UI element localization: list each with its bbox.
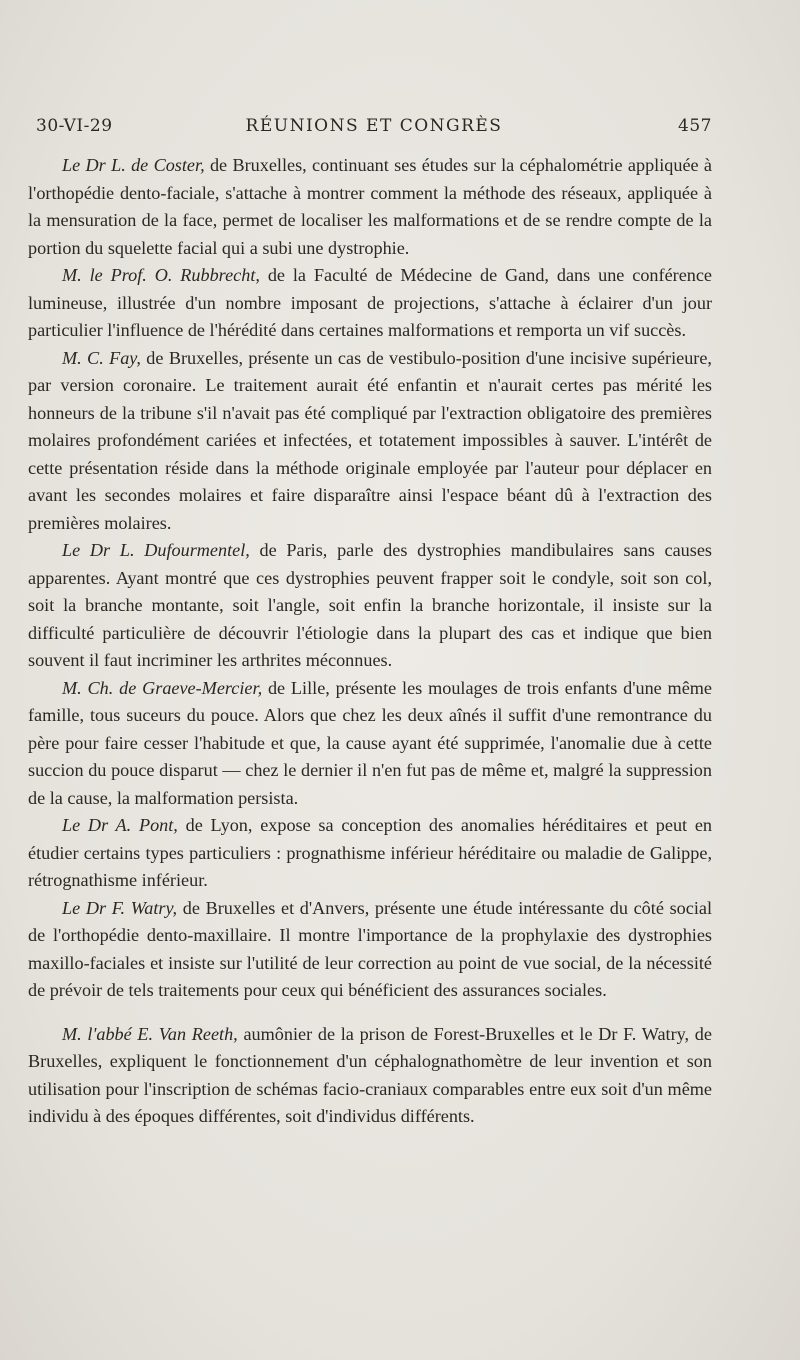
paragraph-text: aumônier de la prison de Forest-Bruxelles et le Dr F. Watry, de Bruxelles, expliquent le fonctionnement d'un céphalognathomètre de leur invention et son utilisation pour l'inscription de schémas facio-craniaux comparables entre eux soit d'un même individu à des époques différentes, soit d'individus différents. xyxy=(28,1023,712,1126)
speaker-name: M. Ch. de Graeve-Mercier, xyxy=(62,677,263,698)
paragraph-de-coster xyxy=(28,152,712,262)
paragraph-van-reeth xyxy=(28,1021,712,1131)
paragraph-text: de Bruxelles, continuant ses études sur la céphalométrie appliquée à l'orthopédie dento-faciale, s'attache à montrer comment la méthode des réseaux, appliquée à la mensuration de la face, permet de localiser les malformations et de se rendre compte de la portion du squelette facial qui a subi une dystrophie. xyxy=(28,155,713,258)
paragraph-fay xyxy=(28,345,712,538)
speaker-name: Le Dr L. Dufourmentel, xyxy=(62,540,250,560)
speaker-name: Le Dr F. Watry, xyxy=(62,897,178,918)
speaker-name: M. C. Fay, xyxy=(62,347,141,368)
paragraph-graeve-mercier xyxy=(28,675,712,813)
paragraph-text: de Lyon, expose sa conception des anomalies héréditaires et peut en étudier certains types particuliers : prognathisme inférieur héréditaire ou maladie de Galippe, rétrognathisme inférieur. xyxy=(28,815,712,890)
paragraph-rubbrecht xyxy=(28,262,712,345)
header-title: RÉUNIONS ET CONGRÈS xyxy=(245,116,503,136)
paragraph-pont xyxy=(28,812,712,895)
paragraph-text: de Paris, parle des dystrophies mandibulaires sans causes apparentes. Ayant montré que ces dystrophies peuvent frapper soit le condyle, soit son col, soit la branche montante, soit l'angle, soit enfin la branche horizontale, il insiste sur la difficulté particulière de découvrir l'étiologie dans la plupart des cas et indique que bien souvent il faut incriminer les arthrites méconnues. xyxy=(28,540,712,670)
speaker-name: Le Dr A. Pont, xyxy=(62,815,178,835)
page-number: 457 xyxy=(678,116,712,136)
speaker-name: M. le Prof. O. Rubbrecht, xyxy=(62,265,260,285)
paragraph-text: de Bruxelles et d'Anvers, présente une étude intéressante du côté social de l'orthopédie dento-maxillaire. Il montre l'importance de la prophylaxie des dystrophies maxillo-faciales et insiste sur l'utilité de leur correction au point de vue social, de la nécessité de prévoir de tels traitements pour ceux qui bénéficient des assurances sociales. xyxy=(28,897,712,1000)
speaker-name: Le Dr L. de Coster, xyxy=(62,155,205,175)
running-header xyxy=(36,116,712,140)
speaker-name: M. l'abbé E. Van Reeth, xyxy=(62,1023,238,1044)
paragraph-text: de Bruxelles, présente un cas de vestibulo-position d'une incisive supérieure, par version coronaire. Le traitement aurait été enfantin et n'aurait certes pas mérité les honneurs de la tribune s'il n'avait pas été compliqué par l'extraction obligatoire des premières molaires profondément cariées et infectées, et totatement impossibles à sauver. L'intérêt de cette présentation réside dans la méthode originale employée par l'auteur pour déplacer en avant les secondes molaires et faire disparaître ainsi l'espace béant dû à l'extraction des premières molaires. xyxy=(28,347,712,533)
paragraph-dufourmentel xyxy=(28,537,712,675)
paragraph-watry xyxy=(28,895,712,1005)
paragraph-text: de la Faculté de Médecine de Gand, dans une conférence lumineuse, illustrée d'un nombre imposant de projections, s'attache à éclairer d'un jour particulier l'influence de l'hérédité dans certaines malformations et remporta un vif succès. xyxy=(28,265,713,340)
header-date: 30-VI-29 xyxy=(36,116,113,136)
article-body xyxy=(28,152,712,1131)
paragraph-text: de Lille, présente les moulages de trois enfants d'une même famille, tous suceurs du pouce. Alors que chez les deux aînés il suffit d'une remontrance du père pour faire cesser l'habitude et que, la cause ayant été supprimée, l'anomalie due à cette succion du pouce disparut — chez le dernier il n'en fut pas de même et, malgré la suppression de la cause, la malformation persista. xyxy=(28,677,712,808)
